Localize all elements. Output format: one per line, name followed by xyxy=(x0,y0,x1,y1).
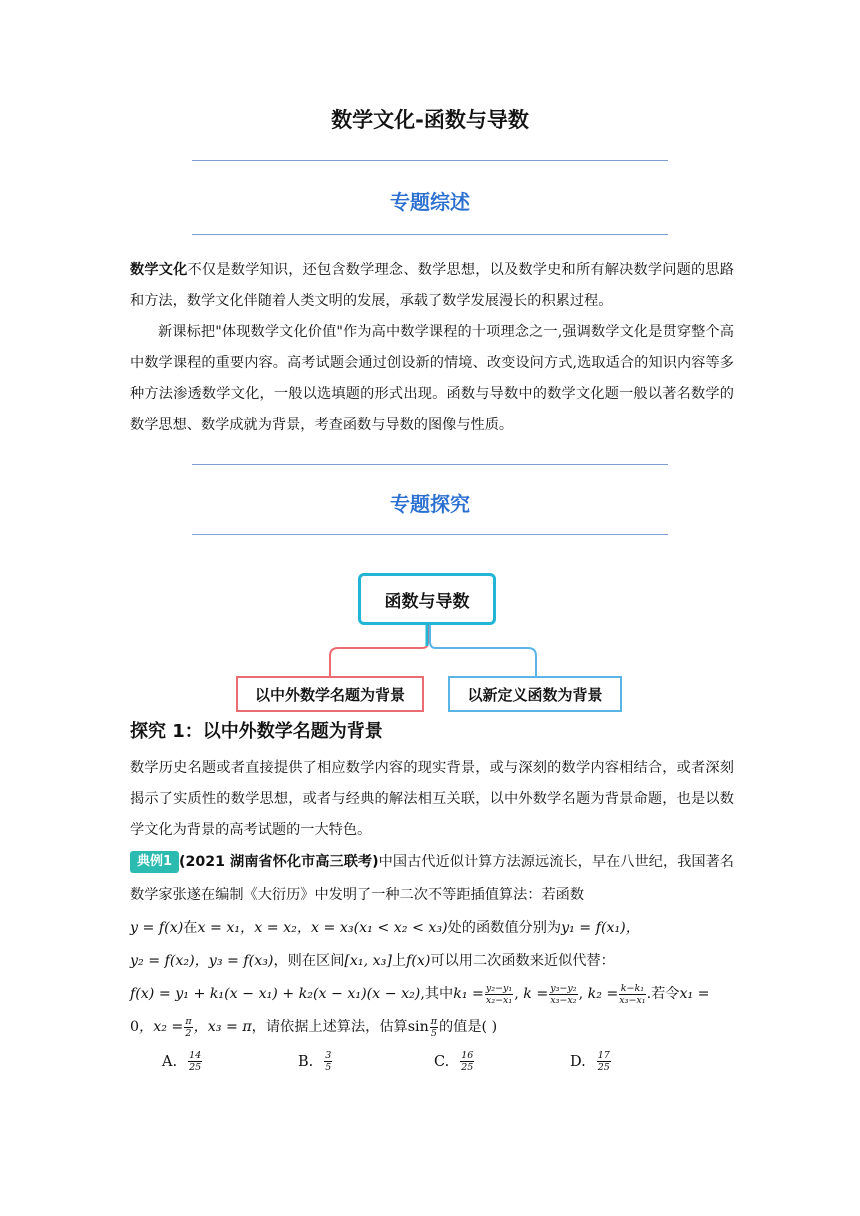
fraction-pi-over-5 xyxy=(430,1016,438,1039)
denominator: 25 xyxy=(189,1062,202,1073)
denominator: 2 xyxy=(185,1027,192,1039)
denominator: x₃−x₂ xyxy=(550,994,577,1006)
text: 在 xyxy=(183,920,198,936)
answer-options xyxy=(162,1050,722,1080)
mindmap-node-famous-problems: 以中外数学名题为背景 xyxy=(236,676,424,712)
option-fraction xyxy=(460,1050,474,1073)
example-problem: 典例1 (2021 湖南省怀化市高三联考)中国古代近似计算方法源远流长，早在八世纪，我国著名数学家张遂在编制《大衍历》中发明了一种二次不等距插值算法：若函数 y = f(x)在x = x₁，x = x₂，x = x₃(x₁ < x₂ < x₃)处的函数值分别为y₁ = f(x₁)， y₂ = f(x₂)，y₃ = f(x₃)，则在区间[x₁, x₃]上f(x)可以用二次函数来近似代替： f(x) = y₁ + k₁(x − x₁) + k₂(x − x₁)(x − x₂),其中k₁ = $\frac{\text{y₂−y₁}}{\text{x₂−x₁}}$ , k = $\frac{\text{y₃−y₂}}{\text{x₃−x₂}}$ , k₂ = $\frac{\text{k−k₁}}{\text{x₃−x₁}}$ .若令x₁ = 0，x₂ = $\frac{\pi}{2}$ ，x₃ = π，请依据上述算法，估算sin $\frac{\pi}{5}$ 的值是( ) xyxy=(130,846,734,1044)
option-c[interactable] xyxy=(434,1050,475,1073)
math-expression: k₂ = xyxy=(587,986,619,1002)
example-badge: 典例1 xyxy=(130,851,179,873)
text: 上 xyxy=(391,953,407,969)
option-fraction xyxy=(597,1050,611,1073)
text: 处的函数值分别为 xyxy=(447,920,562,936)
math-expression: f(x) xyxy=(406,953,431,969)
exploration-intro: 数学历史名题或者直接提供了相应数学内容的现实背景，或与深刻的数学内容相结合，或者深刻揭示了实质性的数学思想，或者与经典的解法相互关联，以中外数学名题为背景命题，也是以数学文化为背景的高考试题的一大特色。 xyxy=(130,760,734,838)
numerator: y₂−y₁ xyxy=(485,982,513,994)
fraction-pi-over-2 xyxy=(184,1016,192,1039)
option-a[interactable] xyxy=(162,1050,203,1073)
numerator: 17 xyxy=(597,1050,610,1061)
denominator: 5 xyxy=(325,1062,332,1073)
fraction-k1 xyxy=(485,983,513,1006)
option-label: C. xyxy=(434,1053,450,1070)
example-source: (2021 湖南省怀化市高三联考) xyxy=(179,854,379,870)
option-b[interactable] xyxy=(298,1050,333,1073)
math-expression: ，x₃ = π xyxy=(193,1019,252,1035)
option-label: B. xyxy=(298,1053,314,1070)
denominator: 25 xyxy=(597,1062,610,1073)
keyword-math-culture: 数学文化 xyxy=(130,262,188,278)
text: ，则在区间 xyxy=(273,953,345,969)
numerator: 16 xyxy=(461,1050,474,1061)
math-expression: x = x₁，x = x₂，x = x₃(x₁ < x₂ < x₃) xyxy=(197,920,448,936)
numerator: 3 xyxy=(325,1050,332,1061)
denominator: 25 xyxy=(461,1062,474,1073)
math-expression: y = f(x) xyxy=(130,920,184,936)
fraction-k xyxy=(549,983,577,1006)
denominator: x₃−x₁ xyxy=(619,994,646,1006)
connector-right xyxy=(430,625,536,676)
math-expression: y₂ = f(x₂)，y₃ = f(x₃) xyxy=(130,953,274,969)
exploration-subheading: 探究 1：以中外数学名题为背景 xyxy=(130,721,383,742)
example-text: 中国古代近似计算方法源远流长，早在八世纪，我国著名数学家张遂在编制《大衍历》中发明了一种二次不等距插值算法：若函数 xyxy=(130,854,734,903)
document-title: 数学文化-函数与导数 xyxy=(331,108,529,132)
value-zero: 0 xyxy=(130,1019,140,1035)
option-fraction xyxy=(324,1050,332,1073)
option-d[interactable] xyxy=(570,1050,612,1073)
text: ,其中 xyxy=(420,986,454,1002)
numerator: k−k₁ xyxy=(620,982,645,994)
denominator: 5 xyxy=(430,1027,437,1039)
text: .若令 xyxy=(646,986,680,1002)
section-heading-overview: 专题综述 xyxy=(390,190,470,214)
math-expression: k = xyxy=(523,986,549,1002)
option-label: A. xyxy=(162,1053,178,1070)
connector-left xyxy=(330,625,428,676)
text: 可以用二次函数来近似代替： xyxy=(430,953,615,969)
denominator: x₂−x₁ xyxy=(485,994,513,1006)
math-expression: ，x₂ = xyxy=(139,1019,184,1035)
numerator: π xyxy=(185,1015,192,1027)
math-expression: [x₁, x₃] xyxy=(344,953,392,969)
interpolation-formula: f(x) = y₁ + k₁(x − x₁) + k₂(x − x₁)(x − x₂) xyxy=(130,986,421,1002)
paragraph-text: 不仅是数学知识，还包含数学理念、数学思想，以及数学史和所有解决数学问题的思路和方法，数学文化伴随着人类文明的发展，承载了数学发展漫长的积累过程。 xyxy=(130,262,734,309)
section-heading-exploration: 专题探究 xyxy=(390,492,470,516)
mindmap-node-new-definition: 以新定义函数为背景 xyxy=(448,676,622,712)
text: 的值是( ) xyxy=(438,1019,498,1035)
overview-paragraph-2: 新课标把"体现数学文化价值"作为高中数学课程的十项理念之一,强调数学文化是贯穿整个高中数学课程的重要内容。高考试题会通过创设新的情境、改变设问方式,选取适合的知识内容等多种方法渗透数学文化，一般以选填题的形式出现。函数与导数中的数学文化题一般以著名数学的数学思想、数学成就为背景，考查函数与导数的图像与性质。 xyxy=(130,324,734,433)
option-fraction xyxy=(188,1050,202,1073)
sin-function: sin xyxy=(407,1019,429,1035)
numerator: π xyxy=(430,1015,437,1027)
fraction-k2 xyxy=(619,983,645,1006)
option-label: D. xyxy=(570,1053,586,1070)
numerator: 14 xyxy=(189,1050,202,1061)
text: ，请依据上述算法，估算 xyxy=(251,1019,408,1035)
math-expression: y₁ = f(x₁)， xyxy=(561,920,640,936)
mindmap-root: 函数与导数 xyxy=(358,573,496,625)
numerator: y₃−y₂ xyxy=(550,982,577,994)
math-expression: x₁ = xyxy=(679,986,710,1002)
math-expression: k₁ = xyxy=(453,986,484,1002)
